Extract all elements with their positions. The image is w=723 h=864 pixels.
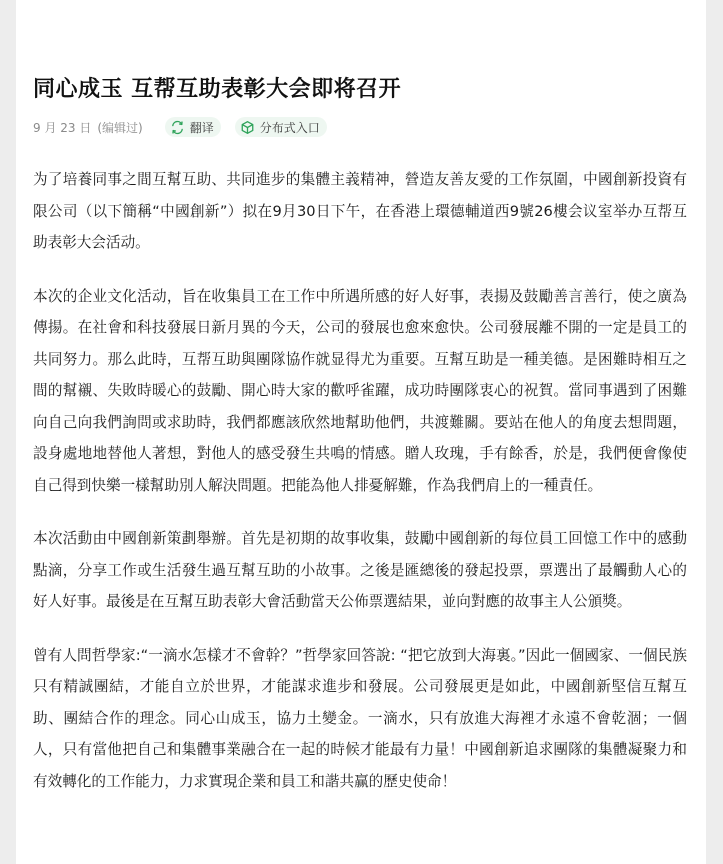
distributed-entry-label: 分布式入口	[259, 120, 320, 135]
translate-button[interactable]	[165, 117, 221, 137]
article-page	[16, 0, 706, 864]
translate-icon	[170, 120, 185, 135]
article-paragraph: 曾有人問哲學家:“一滴水怎樣才不會幹？”哲學家回答說: “把它放到大海裏。”因此一個國家、一個民族只有精誠團結，才能自立於世界，才能謀求進步和發展。公司發展更是如此，中國創新堅信互幫互助、團結合作的理念。同心山成玉，協力土變金。一滴水，只有放進大海裡才永遠不會乾涸；一個人，只有當他把自己和集體事業融合在一起的時候才能最有力量！中國創新追求團隊的集體凝聚力和有效轉化的工作能力，力求實現企業和員工和諧共赢的歷史使命！	[33, 646, 687, 790]
edited-label: (编辑过)	[97, 120, 143, 135]
article-paragraph: 本次的企业文化活动，旨在收集員工在工作中所遇所感的好人好事，表揚及鼓勵善言善行，使之廣為傳揚。在社會和科技發展日新月異的今天，公司的發展也愈來愈快。公司發展離不開的一定是員工的共同努力。那么此時，互帮互助與團隊協作就显得尤为重要。互幫互助是一種美德。是困難時相互之間的幫襯、失敗時暖心的鼓勵、開心時大家的歡呼雀躍，成功時團隊衷心的祝賀。當同事遇到了困難向自己向我們詢問或求助時，我們都應該欣然地幫助他們，共渡難關。要站在他人的角度去想問題，設身處地地替他人著想，對他人的感受發生共鳴的情感。贈人玫瑰，手有餘香，於是，我們便會像使自己得到快樂一樣幫助別人解決問題。把能為他人排憂解難，作為我們肩上的一種責任。	[33, 287, 687, 494]
article-title: 同心成玉 互帮互助表彰大会即将召开	[33, 77, 402, 102]
article-body	[33, 164, 687, 797]
article-paragraph: 本次活動由中國創新策劃舉辦。首先是初期的故事收集，鼓勵中國創新的每位員工回憶工作中的感動點滴，分享工作或生活發生過互幫互助的小故事。之後是匯總後的發起投票，票選出了最觸動人心的好人好事。最後是在互幫互助表彰大會活動當天公佈票選結果，並向對應的故事主人公頒獎。	[33, 530, 687, 610]
publish-date: 9 月 23 日	[33, 120, 92, 135]
distributed-entry-button[interactable]	[235, 117, 327, 137]
translate-label: 翻译	[189, 120, 214, 135]
cube-icon	[240, 120, 255, 135]
article-paragraph: 为了培養同事之間互幫互助、共同進步的集體主義精神，營造友善友愛的工作氛圍，中國創新投資有限公司（以下簡稱“中國創新”）拟在9月30日下午，在香港上環德輔道西9號26樓会议室举办互帮互助表彰大会活动。	[33, 171, 687, 251]
article-meta	[33, 116, 687, 138]
